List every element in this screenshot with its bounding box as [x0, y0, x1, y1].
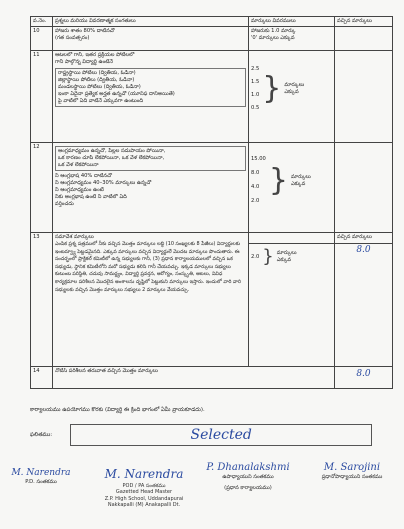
row-text-line: వర్తించదు: [55, 201, 74, 208]
row-text-line: ఇంకా ఏదైనా ప్రత్యేక అర్హత ఉన్నచో (యూనిఫ దానిఅయితే): [58, 91, 175, 98]
header-question: ప్రశ్నలు మరియు వివరణాత్మక సంగతులు: [53, 17, 249, 27]
row-text-line: నీ ఆంగ్లమాధ్యమం ఉంటే: [55, 187, 104, 194]
result-label: ఫలితము:: [30, 432, 53, 438]
marks-value: 0.5: [251, 105, 260, 112]
row-marks-details: [249, 143, 335, 233]
table-row: [31, 143, 393, 233]
stamp-line: POD / PA సంతకము: [122, 482, 166, 489]
row-paragraph: ఎంపిక ప్రశ్న పత్రములో నీకు వచ్చిన మొత్తం మార్కులు లబ్ధి (10 సంఖ్యలకు 8 పేజీలు) విద్యార్థులకు ఇంటర్వ్యూ పెట్టడమైనది. ఎక్కువ మార్కులు వచ్చిన విద్యార్థులే మొదట మార్కులు పొందుతారు. ఈ సందర్భంలో ప్రాక్టికల్ కమిటీలో ఉన్న సభ్యులకు గానీ, (3) ప్రధాన కార్యాలయములలో వచ్చిన ఒక సభ్యుడు, స్థానిక కమిటీలోని మరో సభ్యుడు కలిసి గానీ చేయవచ్చు. ఇక్కడ మార్కులు సభ్యులు కుటుంబ పరిస్థితి, చదువు సామర్థ్యం, విద్యార్థి ప్రవర్తన, ఆరోగ్యం, సంస్కృతి, ఆటలు, వివిధ కార్యక్రమాల పరిశీలన మొదలైన అంశాలను దృష్టిలో పెట్టుకుని మార్కులు ఇస్తారు. ఇందులో వారి వారి సభ్యులకు వచ్చిన మొత్తం మార్కులు సభ్యులు 2 మార్కులు వేయవచ్చు.: [55, 241, 241, 293]
row-question: [53, 143, 249, 233]
row-text-line: నీ ఆంగ్లమాధ్యమం 40–30% మార్కులు ఉన్నచో: [55, 180, 152, 187]
row-question: [53, 233, 249, 367]
signature-handwriting: M. Narendra: [11, 468, 71, 478]
row-question: [53, 51, 249, 143]
marks-spacer: [249, 233, 334, 244]
marks-value: 2.0: [251, 198, 260, 205]
header-sno: వ.నెం.: [31, 17, 53, 27]
row-text-line: హాజరు శాతం 80% దాటినచో: [55, 28, 115, 35]
official-stamp: [96, 467, 192, 509]
row-text-line: గానీ పాల్గొన్న విద్యార్థి ఉంటేనే: [55, 59, 113, 66]
row-marks-details: [249, 27, 335, 51]
row-text-line: జిల్లాస్థాయి పోటీలు (ద్వితీయ, ఓడినా): [58, 77, 135, 84]
total-marks-value: 8.0: [356, 369, 371, 380]
row-sub-box: [55, 146, 246, 171]
row-text-line: (గత సంవత్సరం): [55, 35, 90, 42]
signature-handwriting: P. Dhanalakshmi: [206, 462, 290, 473]
signature-handwriting: M. Sarojini: [323, 462, 381, 473]
result-value: Selected: [190, 427, 252, 443]
stamp-line: Nakkapalli (M) Anakapalli Dt.: [107, 502, 181, 509]
marks-value: 1.0: [251, 92, 260, 99]
marks-value: 2.5: [251, 66, 260, 73]
row-number: 11: [31, 51, 53, 143]
marks-label: మార్కులు ఎక్కువ: [290, 173, 311, 187]
table-header-row: [31, 17, 393, 27]
marks-table: [30, 16, 393, 389]
row-question: [53, 27, 249, 51]
header-given-marks: వచ్చిన మార్కులు: [335, 17, 393, 27]
row-given-marks: [335, 233, 393, 367]
row-number: 12: [31, 143, 53, 233]
office-use-note: కార్యాలయము ఉపయోగము కొరకు (విద్యార్థి ఈ క్రింది భాగంలో ఏమీ వ్రాయకూడదు).: [30, 407, 205, 413]
row-text-line: రాష్ట్రస్థాయి పోటీలు (ద్వితీయ, ఓడినా): [58, 70, 136, 77]
marks-values: [251, 66, 259, 112]
header-marks-details: మార్కులు వివరములు: [249, 17, 335, 27]
marks-value: 1.5: [251, 79, 260, 86]
result-section: [30, 424, 392, 446]
row-text-line: ఒక కారణం చూపి లేకపోయినా, ఒక వేళ లేకపోయినా,: [58, 155, 165, 162]
marks-value: 4.0: [251, 184, 260, 191]
row-given-marks: [335, 27, 393, 51]
teacher-signature: [196, 462, 300, 492]
row-text-line: నీకు ఆంగ్లభాష ఉంటే నీ వాటిలో ఏది: [55, 194, 127, 201]
row-title: సమావేశ మార్కులు: [55, 234, 94, 241]
row-number: 14: [31, 367, 53, 389]
marks-label: మార్కులు ఎక్కువ: [284, 82, 305, 96]
brace-symbol: }: [262, 246, 274, 268]
row-text-line: ఆటలలో గానీ, ఇతర ప్రక్రియల పోటీలలో: [55, 52, 135, 59]
row-marks-details: [249, 51, 335, 143]
row-marks-details: [249, 233, 335, 367]
given-marks-value: 8.0: [356, 245, 371, 256]
row-given-marks: [335, 143, 393, 233]
marks-group: [251, 66, 332, 112]
row-given-marks: [335, 367, 393, 389]
stamp-line: Gazetted Head Master: [115, 489, 173, 496]
row-text-line: ఒక వేళ లేకపోయినా: [58, 162, 99, 169]
headmaster-signature: [304, 462, 400, 481]
signature-title: ప్రధానోపాధ్యాయుని సంతకము: [321, 474, 383, 480]
marks-group: [249, 244, 334, 270]
row-text-line: మండలస్థాయి పోటీలు (ద్వితీయ, ఓడినా): [58, 84, 141, 91]
office-title: (ప్రధాన కార్యాలయము): [224, 485, 272, 491]
table-row: [31, 367, 393, 389]
table-row: [31, 233, 393, 367]
stamp-line: Z.P. High School, Uddandapurai: [104, 495, 184, 502]
row-marks-line: '0' మార్కులు ఎక్కువ: [251, 35, 295, 42]
row-sub-box: [55, 68, 246, 107]
marks-values: [251, 156, 266, 205]
row-question: [53, 367, 335, 389]
row-number: 13: [31, 233, 53, 367]
row-given-marks: [335, 51, 393, 143]
table-row: [31, 27, 393, 51]
pd-signature: [6, 468, 76, 486]
brace-symbol: }: [268, 162, 288, 198]
signature-title: ఉపాధ్యాయుని సంతకము: [222, 474, 274, 480]
marks-value: 15.00: [251, 156, 266, 163]
row-text-line: పై వాటిలో ఏది వాటినే ఎక్కువగా ఉంటుంది: [58, 98, 144, 105]
stamp-signature: M. Narendra: [104, 467, 184, 481]
marks-value: 8.0: [251, 170, 260, 177]
table-row: [31, 51, 393, 143]
row-text-line: నీ ఆంగ్లభాష 40% దాటినచో: [55, 173, 113, 180]
given-sub-header: వచ్చిన మార్కులు: [335, 233, 392, 244]
marks-group: [251, 156, 332, 205]
signature-title: P.D. సంతకము: [25, 479, 57, 485]
brace-symbol: }: [262, 71, 282, 107]
row-text-line: నోటిస్ పరిశీలన తరువాత వచ్చిన మొత్తం మార్కులు: [55, 368, 158, 375]
result-box: [70, 424, 372, 446]
marks-label: మార్కులు ఎక్కువ: [276, 250, 297, 264]
row-marks-line: హాజరుకు 1.0 మార్కు: [251, 28, 296, 35]
row-number: 10: [31, 27, 53, 51]
marks-value: 2.0: [251, 253, 260, 260]
row-text-line: ఆంగ్లమాధ్యమం ఉన్నచో, పిల్లల సదుపాయం పోయినా,: [58, 148, 166, 155]
